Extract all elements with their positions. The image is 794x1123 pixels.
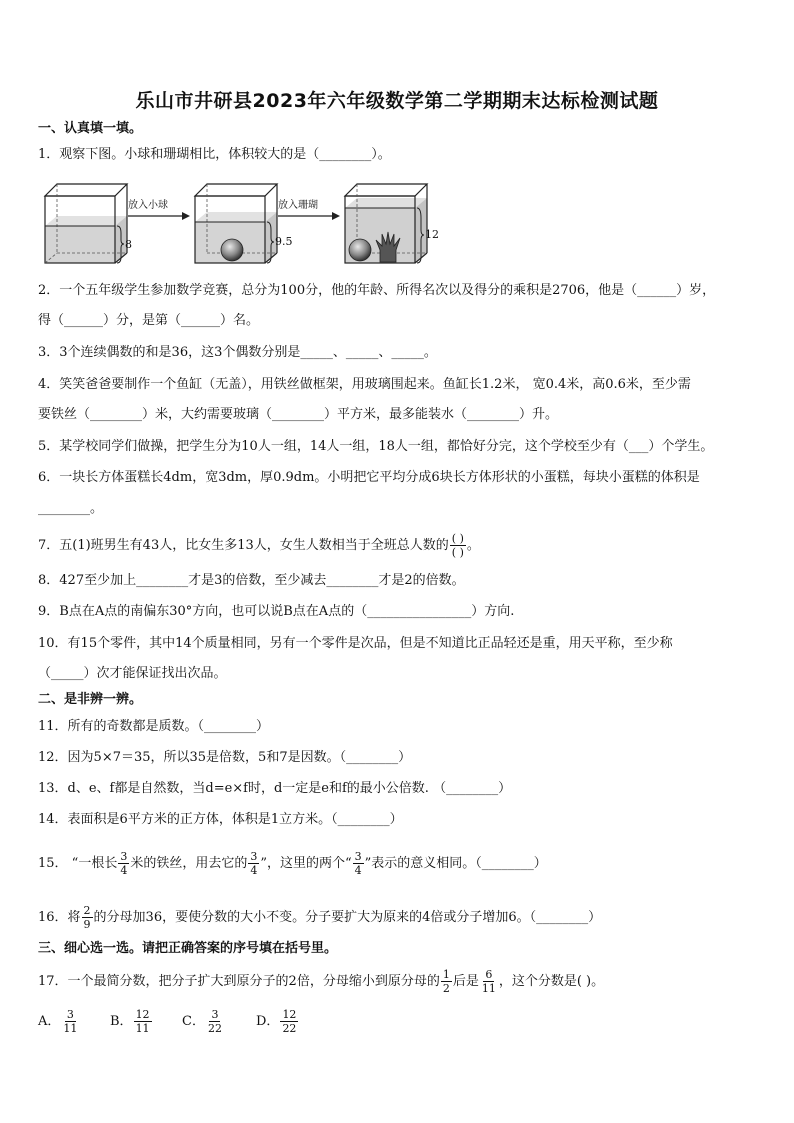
question-16-part-1: 16．将 (38, 910, 81, 925)
fraction-numerator: 12 (135, 1008, 150, 1021)
fraction-denominator: 22 (207, 1022, 222, 1035)
section-2-heading: 二、是非辨一辨。 (38, 692, 143, 707)
question-8: 8．427至少加上________才是3的倍数，至少减去________才是2的倍数。 (38, 573, 465, 588)
height-label-3: 12 (425, 228, 439, 241)
ball-icon (221, 239, 243, 261)
fraction-denominator: 9 (83, 918, 91, 931)
height-label-2: 9.5 (275, 235, 293, 248)
question-2-line-2: 得（______）分，是第（______）名。 (38, 313, 260, 328)
fraction-numerator: 12 (282, 1008, 297, 1021)
tank-2 (195, 184, 293, 263)
fraction (82, 904, 93, 931)
fraction-numerator: 3 (354, 850, 362, 863)
fraction-denominator: 22 (282, 1022, 297, 1035)
fraction-numerator: 3 (66, 1008, 74, 1021)
ball-icon (349, 239, 371, 261)
fraction-numerator: 2 (83, 904, 91, 917)
question-2-line-1: 2．一个五年级学生参加数学竞赛，总分为100分，他的年龄、所得名次以及得分的乘积是2706，他是（______）岁， (38, 283, 716, 298)
fraction (480, 968, 498, 995)
question-15-part-4: ”表示的意义相同。（________） (364, 856, 547, 871)
question-11: 11．所有的奇数都是质数。（________） (38, 719, 270, 734)
fraction-denominator: 4 (120, 864, 128, 877)
question-7-text: 7．五(1)班男生有43人，比女生多13人，女生人数相当于全班总人数的 (38, 538, 449, 553)
option-label: A． (38, 1014, 61, 1029)
question-15-part-3: ”，这里的两个“ (260, 856, 352, 871)
tank-3 (345, 184, 439, 263)
question-10-line-2: （_____）次才能保证找出次品。 (38, 666, 227, 681)
fraction-denominator: 4 (250, 864, 258, 877)
arrow-2-label: 放入珊瑚 (278, 200, 318, 211)
fraction-denominator: 11 (481, 982, 496, 995)
question-17 (38, 968, 604, 995)
fraction (118, 850, 129, 877)
fraction-numerator: 1 (442, 968, 450, 981)
fraction (441, 968, 452, 995)
question-15 (38, 850, 547, 877)
question-17-part-2: 后是 (452, 974, 479, 989)
arrow-2 (278, 198, 340, 220)
fraction-numerator: 6 (485, 968, 493, 981)
arrow-1-label: 放入小球 (128, 200, 168, 211)
question-5: 5．某学校同学们做操，把学生分为10人一组，14人一组，18人一组，都恰好分完，这个学校至少有（___）个学生。 (38, 439, 714, 454)
fraction (280, 1008, 298, 1035)
question-9: 9．B点在A点的南偏东30°方向，也可以说B点在A点的（________________）方向. (38, 604, 515, 619)
option-b[interactable] (110, 1008, 153, 1035)
arrow-1 (128, 198, 190, 220)
question-17-part-1: 17．一个最简分数，把分子扩大到原分子的2倍，分母缩小到原分母的 (38, 974, 440, 989)
question-3: 3．3个连续偶数的和是36，这3个偶数分别是_____、_____、_____。 (38, 345, 437, 360)
fraction-denominator: ( ) (451, 546, 464, 559)
fraction-numerator: 3 (250, 850, 258, 863)
question-4-line-1: 4．笑笑爸爸要制作一个鱼缸（无盖），用铁丝做框架，用玻璃围起来。鱼缸长1.2米， 宽0.4米，高0.6米，至少需 (38, 377, 691, 392)
fraction-numerator: 3 (120, 850, 128, 863)
fraction (450, 532, 466, 559)
section-1-heading: 一、认真填一填。 (38, 121, 143, 136)
fraction (134, 1008, 152, 1035)
question-16-part-2: 的分母加36，要使分数的大小不变。分子要扩大为原来的4倍或分子增加6。（________） (93, 910, 602, 925)
question-4-line-2: 要铁丝（________）米，大约需要玻璃（________）平方米，最多能装水（________）升。 (38, 407, 559, 422)
fraction (353, 850, 364, 877)
fraction-numerator: 3 (211, 1008, 219, 1021)
fraction-denominator: 4 (354, 864, 362, 877)
option-a[interactable] (38, 1008, 80, 1035)
question-12: 12．因为5×7＝35，所以35是倍数，5和7是因数。（________） (38, 750, 412, 765)
question-13: 13．d、e、f都是自然数，当d=e×f时，d一定是e和f的最小公倍数. （________） (38, 781, 512, 796)
fraction (248, 850, 259, 877)
question-7-end: 。 (466, 538, 480, 553)
option-label: D． (256, 1014, 280, 1029)
question-10-line-1: 10．有15个零件，其中14个质量相同，另有一个零件是次品，但是不知道比正品轻还是重，用天平称，至少称 (38, 636, 673, 651)
fraction (61, 1008, 79, 1035)
fraction (206, 1008, 224, 1035)
section-3-heading: 三、细心选一选。请把正确答案的序号填在括号里。 (38, 941, 338, 956)
question-15-part-1: 15． “一根长 (38, 856, 118, 871)
fraction-denominator: 2 (442, 982, 450, 995)
question-15-part-2: 米的铁丝，用去它的 (130, 856, 248, 871)
fraction-denominator: 11 (63, 1022, 78, 1035)
height-label-1: 8 (125, 238, 132, 251)
fraction-numerator: ( ) (451, 532, 464, 545)
option-c[interactable] (182, 1008, 225, 1035)
option-d[interactable] (256, 1008, 299, 1035)
question-7 (38, 532, 480, 559)
option-label: C． (182, 1014, 205, 1029)
question-6-line-1: 6．一块长方体蛋糕长4dm，宽3dm，厚0.9dm。小明把它平均分成6块长方体形状的小蛋糕，每块小蛋糕的体积是 (38, 470, 700, 485)
question-16 (38, 904, 601, 931)
fraction-denominator: 11 (135, 1022, 150, 1035)
question-1: 1．观察下图。小球和珊瑚相比，体积较大的是（________）。 (38, 147, 391, 162)
tank-figure (40, 178, 440, 270)
page-title: 乐山市井研县2023年六年级数学第二学期期末达标检测试题 (135, 90, 659, 112)
question-14: 14．表面积是6平方米的正方体，体积是1立方米。（________） (38, 812, 403, 827)
question-6-line-2: ________。 (38, 501, 104, 516)
option-label: B． (110, 1014, 133, 1029)
tank-1 (45, 184, 132, 263)
question-17-part-3: ，这个分数是( )。 (498, 974, 605, 989)
